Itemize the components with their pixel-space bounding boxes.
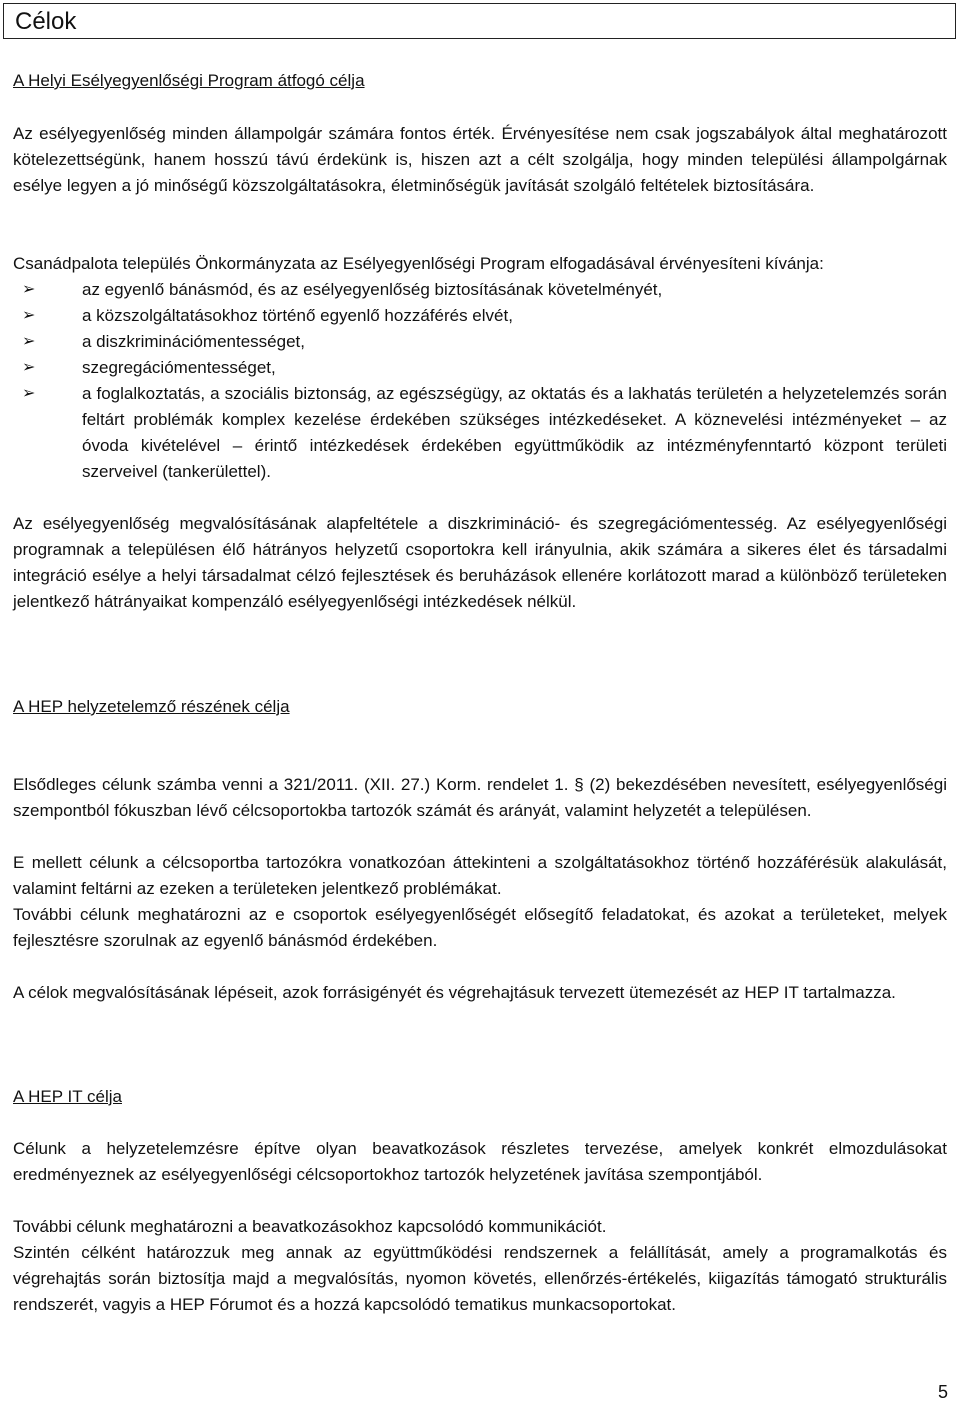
paragraph: Célunk a helyzetelemzésre építve olyan beavatkozások részletes tervezése, amelyek konkrét elmozdulásokat eredményeznek az esélyegyenlőségi célcsoportokhoz tartozók helyzetének javítása szempontjából. bbox=[13, 1139, 947, 1184]
paragraph: Szintén célként határozzuk meg annak az együttműködési rendszernek a felállítását, amely a programalkotás és végrehajtás során biztosítja majd a megvalósítás, nyomon követés, ellenőrzés-értékelés, kiigazítás támogató strukturális rendszerét, vagyis a HEP Fórumot és a hozzá kapcsolódó tematikus munkacsoportokat. bbox=[13, 1243, 947, 1314]
arrow-bullet-icon: ➢ bbox=[22, 281, 36, 298]
title-box bbox=[3, 3, 956, 39]
list-item: ➢ a foglalkoztatás, a szociális biztonság, az egészségügy, az oktatás és a lakhatás területén a helyzetelemzés során feltárt problémák komplex kezelése érdekében szükséges intézkedéseket. A köznevelési intézményeket – az óvoda kivételével – érintő intézkedések érdekében együttműködik az intézményfenntartó központ területi szerveivel (tankerülettel). bbox=[13, 381, 947, 485]
page-number: 5 bbox=[937, 1382, 948, 1402]
paragraph: E mellett célunk a célcsoportba tartozókra vonatkozóan áttekinteni a szolgáltatásokhoz történő hozzáférésük alakulását, valamint feltárni az ezeken a területeken jelentkező problémákat. bbox=[13, 853, 947, 898]
page-title: Célok bbox=[15, 8, 77, 35]
section-heading-action-plan: A HEP IT célja bbox=[13, 1087, 122, 1106]
paragraph: További célunk meghatározni a beavatkozásokhoz kapcsolódó kommunikációt. bbox=[13, 1217, 607, 1236]
arrow-bullet-icon: ➢ bbox=[22, 307, 36, 324]
list-item: ➢ a közszolgáltatásokhoz történő egyenlő hozzáférés elvét, bbox=[13, 303, 947, 329]
list-item: ➢ a diszkriminációmentességet, bbox=[13, 329, 947, 355]
arrow-bullet-icon: ➢ bbox=[22, 385, 36, 402]
arrow-bullet-icon: ➢ bbox=[22, 359, 36, 376]
paragraph: A célok megvalósításának lépéseit, azok forrásigényét és végrehajtásuk tervezett ütemezését az HEP IT tartalmazza. bbox=[13, 983, 896, 1002]
section-heading-situation-analysis: A HEP helyzetelemző részének célja bbox=[13, 697, 290, 716]
arrow-bullet-icon: ➢ bbox=[22, 333, 36, 350]
paragraph: További célunk meghatározni az e csoportok esélyegyenlőségét elősegítő feladatokat, és azokat a területeket, melyek fejlesztésre szorulnak az egyenlő bánásmód érdekében. bbox=[13, 905, 947, 950]
paragraph: Az esélyegyenlőség minden állampolgár számára fontos érték. Érvényesítése nem csak jogszabályok által meghatározott kötelezettségünk, hanem hosszú távú érdekünk is, hiszen azt a célt szolgálja, hogy minden települési állampolgárnak esélye legyen a jó minőségű közszolgáltatásokra, életminőségük javítását szolgáló feltételek biztosítására. bbox=[13, 124, 947, 195]
paragraph: Elsődleges célunk számba venni a 321/2011. (XII. 27.) Korm. rendelet 1. § (2) bekezdésében nevesített, esélyegyenlőségi szempontból fókuszban lévő célcsoportokba tartozók számát és arányát, valamint helyzetét a településen. bbox=[13, 775, 947, 820]
list-item: ➢ az egyenlő bánásmód, és az esélyegyenlőség biztosításának követelményét, bbox=[13, 277, 947, 303]
section-heading-program-goal: A Helyi Esélyegyenlőségi Program átfogó célja bbox=[13, 71, 365, 90]
paragraph: Az esélyegyenlőség megvalósításának alapfeltétele a diszkrimináció- és szegregációmentesség. Az esélyegyenlőségi programnak a településen élő hátrányos helyzetű csoportokra kell irányulnia, akik számára a sikeres élet és társadalmi integráció esélye a helyi társadalmat célzó fejlesztések és beruházások ellenére korlátozott marad a különböző területeken jelentkező hátrányaikat kompenzáló esélyegyenlőségi intézkedések nélkül. bbox=[13, 514, 947, 611]
list-item: ➢ szegregációmentességet, bbox=[13, 355, 947, 381]
paragraph-intro: Csanádpalota település Önkormányzata az Esélyegyenlőségi Program elfogadásával érvényesíteni kívánja: bbox=[13, 254, 824, 273]
goal-list bbox=[13, 277, 947, 485]
